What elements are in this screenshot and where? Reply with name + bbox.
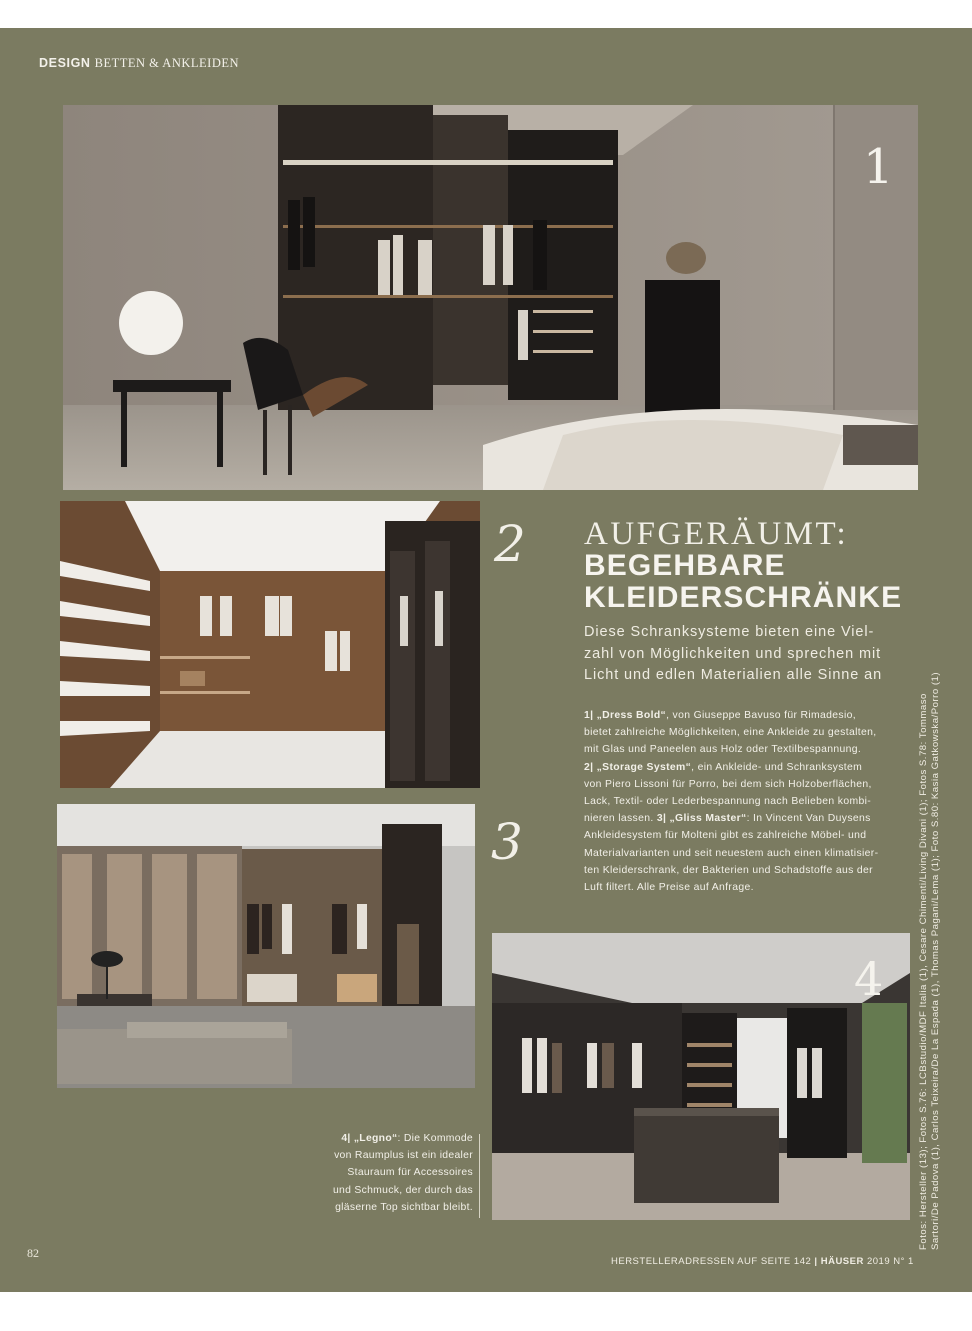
photo-3-number: 3 — [491, 813, 523, 871]
photo-2 — [60, 501, 480, 788]
body-line: Ankleidesystem für Molteni gibt es zahlreiche Möbel- und — [584, 830, 867, 842]
item-name-gliss-master: 3| „Gliss Master“ — [656, 813, 747, 825]
body-line: von Piero Lissoni für Porro, bei dem sich Holzoberflächen, — [584, 778, 872, 790]
body-line: mit Glas und Paneelen aus Holz oder Textilbespannung. — [584, 744, 862, 756]
article-lead — [584, 622, 914, 687]
photo-1 — [63, 105, 918, 490]
article-title-line3: KLEIDERSCHRÄNKE — [584, 581, 903, 614]
lead-line: Diese Schranksysteme bieten eine Viel- — [584, 624, 875, 640]
body-line: ten Kleiderschrank, der Bakterien und Schadstoffe aus der — [584, 864, 873, 876]
item-name-dress-bold: 1| „Dress Bold“ — [584, 710, 667, 721]
caption-line: von Raumplus ist ein idealer — [334, 1150, 473, 1162]
photo-4 — [492, 933, 910, 1220]
item-name-legno: 4| „Legno“ — [341, 1133, 398, 1144]
photo-2-illustration — [60, 501, 480, 788]
section-header — [39, 56, 239, 71]
footer-brand: HÄUSER — [820, 1256, 864, 1267]
article-body — [584, 707, 914, 896]
photo-credits — [918, 610, 943, 1250]
caption-line: Stauraum für Accessoires — [347, 1167, 473, 1179]
photo-1-number: 1 — [863, 139, 894, 195]
photo-4-caption — [300, 1130, 473, 1216]
caption-line: und Schmuck, der durch das — [332, 1184, 473, 1196]
page-footer — [611, 1256, 914, 1267]
page-number: 82 — [27, 1246, 39, 1260]
lead-line: zahl von Möglichkeiten und sprechen mit — [584, 645, 882, 662]
body-line: Lack, Textil- oder Lederbespannung nach Belieben kombi- — [584, 796, 872, 808]
credits-line: Fotos: Hersteller (13); Fotos S.76: LCBstudio/MDF Italia (1), Cesare Chimenti/Living Divani (1); Fotos S.78: Tommaso — [918, 693, 929, 1250]
body-line: Luft filtert. Alle Preise auf Anfrage. — [584, 882, 754, 894]
article-title-line2: BEGEHBARE — [584, 549, 786, 582]
article-title — [584, 550, 902, 614]
section-label: DESIGN — [39, 56, 91, 70]
item-name-storage-system: 2| „Storage System“ — [584, 761, 692, 773]
body-line: nieren lassen. 3| „Gliss Master“: In Vincent Van Duysens — [584, 813, 871, 825]
photo-3-illustration — [57, 804, 475, 1088]
body-line: Materialvarianten und seit neuestem auch einen klimatisier- — [584, 847, 879, 859]
article-title-line1: AUFGERÄUMT: — [584, 516, 849, 552]
caption-line: 4| „Legno“: Die Kommode — [341, 1133, 473, 1144]
photo-4-number: 4 — [854, 952, 884, 1006]
body-line: 1| „Dress Bold“, von Giuseppe Bavuso für Rimadesio, — [584, 710, 856, 721]
photo-3 — [57, 804, 475, 1088]
photo-2-number: 2 — [494, 515, 526, 573]
body-line: bietet zahlreiche Möglichkeiten, eine Ankleide zu gestalten, — [584, 727, 877, 739]
body-line: 2| „Storage System“, ein Ankleide- und Schranksystem — [584, 761, 863, 773]
caption-divider — [479, 1134, 480, 1218]
photo-1-illustration — [63, 105, 918, 490]
caption-line: gläserne Top sichtbar bleibt. — [335, 1201, 473, 1213]
credits-line: Sartori/De Padova (1), Carlos Teixeira/De La Espada (1), Thomas Pagani/Lema (1); Foto S.80: Kasia Gatkowska/Porro (1) — [930, 671, 942, 1250]
footer-separator: | — [814, 1256, 818, 1267]
photo-4-illustration — [492, 933, 910, 1220]
footer-issue: 2019 N° 1 — [866, 1256, 914, 1267]
footer-addresses: HERSTELLERADRESSEN AUF SEITE 142 — [611, 1256, 812, 1267]
magazine-page — [0, 28, 972, 1292]
lead-line: Licht und edlen Materialien alle Sinne an — [584, 667, 883, 683]
section-topic: BETTEN & ANKLEIDEN — [94, 56, 240, 70]
